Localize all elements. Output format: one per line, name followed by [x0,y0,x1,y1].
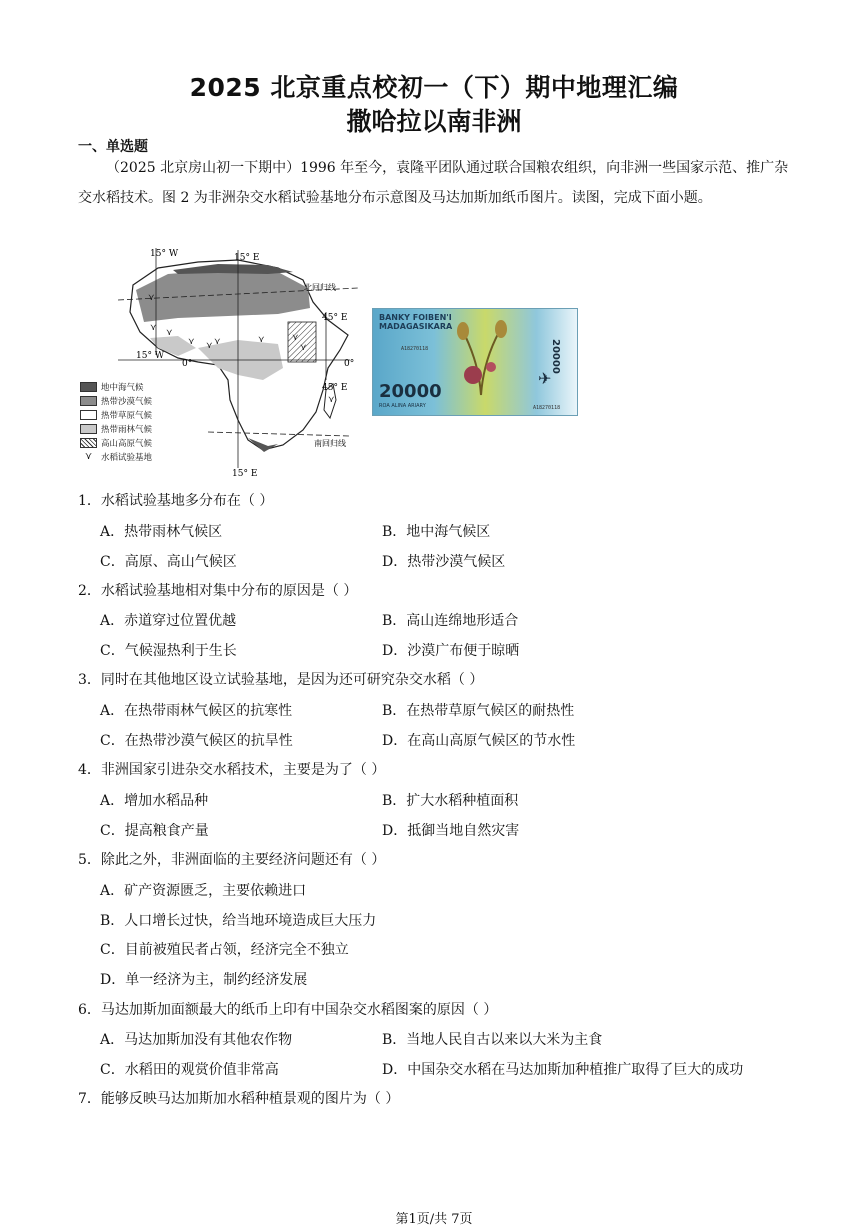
question-6-option-a[interactable]: A．马达加斯加没有其他农作物 [100,1032,293,1048]
legend-item: 热带雨林气候 [80,422,180,435]
question-4-option-d[interactable]: D．抵御当地自然灾害 [382,823,520,839]
question-4-option-c[interactable]: C．提高粮食产量 [100,823,209,839]
rice-symbol-icon: ⋎ [84,451,93,462]
question-7: 7．能够反映马达加斯加水稻种植景观的图片为（ ） [78,1091,400,1107]
figure-area [78,240,598,480]
label-tropic-n: 北回归线 [304,283,336,292]
question-2: 2．水稻试验基地相对集中分布的原因是（ ） [78,583,358,599]
question-4-option-a[interactable]: A．增加水稻品种 [100,793,209,809]
question-3-option-c[interactable]: C．在热带沙漠气候区的抗旱性 [100,733,293,749]
question-3-option-d[interactable]: D．在高山高原气候区的节水性 [382,733,576,749]
svg-text:⋎: ⋎ [214,337,221,347]
label-45e-lower: 45° E [322,383,348,393]
question-3: 3．同时在其他地区设立试验基地，是因为还可研究杂交水稻（ ） [78,672,484,688]
label-15e-bottom: 15° E [232,469,258,479]
legend-item: 地中海气候 [80,380,180,393]
document-title: 2025 北京重点校初一（下）期中地理汇编 [189,73,679,102]
question-5-option-c[interactable]: C．目前被殖民者占领，经济完全不独立 [100,942,349,958]
madagascar-banknote: BANKY FOIBEN'I MADAGASIKARA A18270118 20000 ROA ALINA ARIARY A18270118 20000 ✈ [372,308,578,416]
question-6-option-d[interactable]: D．中国杂交水稻在马达加斯加种植推广取得了巨大的成功 [382,1062,744,1078]
label-equator-left: 0° [182,359,193,369]
rice-plant-illustration [451,317,511,397]
label-tropic-s: 南回归线 [314,439,346,448]
question-4: 4．非洲国家引进杂交水稻技术，主要是为了（ ） [78,762,386,778]
svg-text:⋎: ⋎ [258,335,265,345]
map-legend [80,380,180,464]
question-3-option-b[interactable]: B．在热带草原气候区的耐热性 [382,703,575,719]
question-1-option-c[interactable]: C．高原、高山气候区 [100,554,237,570]
bird-emblem-icon: ✈ [538,369,552,388]
legend-item: ⋎ 水稻试验基地 [80,450,180,463]
question-5: 5．除此之外，非洲面临的主要经济问题还有（ ） [78,852,386,868]
question-4-option-b[interactable]: B．扩大水稻种植面积 [382,793,519,809]
svg-text:⋎: ⋎ [148,293,155,303]
svg-text:⋎: ⋎ [206,341,213,351]
question-6-option-b[interactable]: B．当地人民自古以来以大米为主食 [382,1032,603,1048]
question-6-option-c[interactable]: C．水稻田的观赏价值非常高 [100,1062,279,1078]
page-footer: 第1页/共 7页 [395,1212,473,1227]
svg-text:⋎: ⋎ [292,333,299,343]
question-2-option-c[interactable]: C．气候湿热利于生长 [100,643,237,659]
intro-paragraph: （2025 北京房山初一下期中）1996 年至今，袁隆平团队通过联合国粮农组织，向非洲一些国家示范、推广杂交水稻技术。图 2 为非洲杂交水稻试验基地分布示意图及马达加斯加纸币图片。读图，完成下面小题。 [78,160,789,206]
legend-item: 热带草原气候 [80,408,180,421]
label-15w-bottom: 15° W [136,351,165,361]
question-5-option-d[interactable]: D．单一经济为主，制约经济发展 [100,972,308,988]
label-15w-top: 15° W [150,249,179,259]
svg-text:⋎: ⋎ [166,328,173,338]
label-equator-right: 0° [344,359,355,369]
question-1-option-a[interactable]: A．热带雨林气候区 [100,524,223,540]
question-1-option-b[interactable]: B．地中海气候区 [382,524,491,540]
question-1-option-d[interactable]: D．热带沙漠气候区 [382,554,506,570]
question-1: 1．水稻试验基地多分布在（ ） [78,493,274,509]
label-45e-upper: 45° E [322,313,348,323]
question-2-option-b[interactable]: B．高山连绵地形适合 [382,613,519,629]
question-6: 6．马达加斯加面额最大的纸币上印有中国杂交水稻图案的原因（ ） [78,1002,498,1018]
question-3-option-a[interactable]: A．在热带雨林气候区的抗寒性 [100,703,293,719]
question-5-option-b[interactable]: B．人口增长过快，给当地环境造成巨大压力 [100,913,377,929]
document-subtitle: 撒哈拉以南非洲 [346,107,522,136]
svg-text:⋎: ⋎ [328,395,335,405]
question-2-option-a[interactable]: A．赤道穿过位置优越 [100,613,237,629]
label-15e-top: 15° E [234,253,260,263]
svg-text:⋎: ⋎ [188,337,195,347]
legend-item: 高山高原气候 [80,436,180,449]
legend-item: 热带沙漠气候 [80,394,180,407]
svg-text:⋎: ⋎ [150,323,157,333]
svg-text:⋎: ⋎ [300,343,307,353]
section-heading: 一、单选题 [78,139,148,155]
question-5-option-a[interactable]: A．矿产资源匮乏，主要依赖进口 [100,883,307,899]
question-2-option-d[interactable]: D．沙漠广布便于晾晒 [382,643,520,659]
